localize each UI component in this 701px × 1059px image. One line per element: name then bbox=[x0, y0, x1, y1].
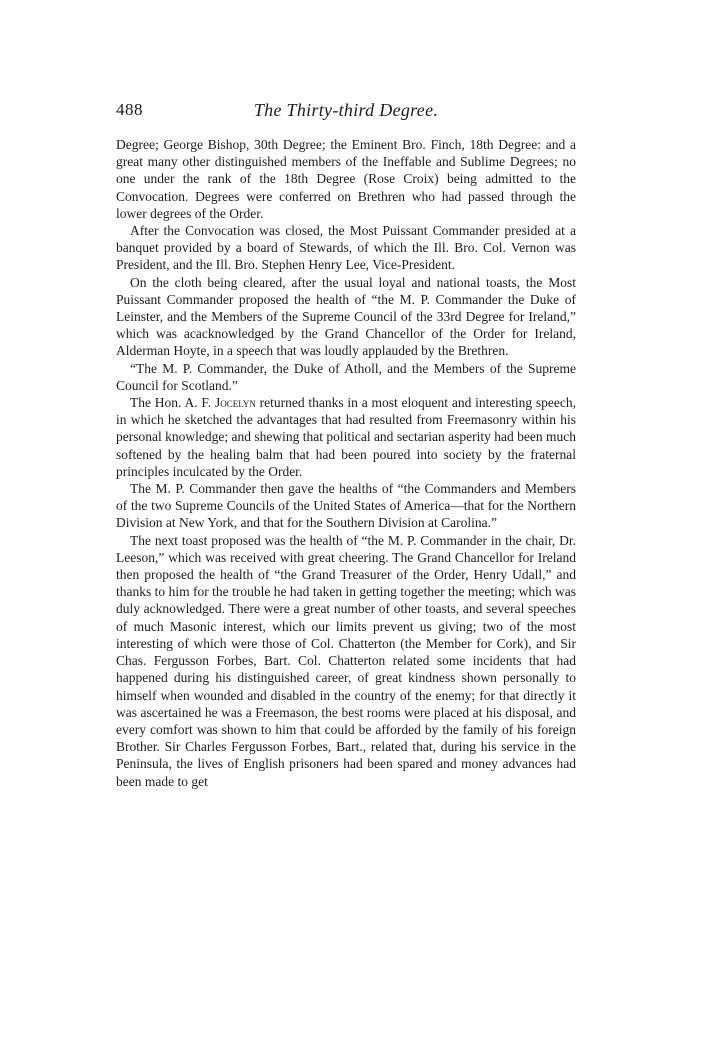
name-smallcaps: Jocelyn bbox=[214, 395, 256, 411]
paragraph bbox=[116, 394, 576, 480]
book-page bbox=[116, 100, 576, 790]
text-segment: The next toast proposed was the health of “the M. P. Commander in the chair, Dr. Leeson,” which was received with great cheering. The Grand Chancellor for Ireland then proposed the health of “the Grand Treasurer of the Order, Henry Udall,” and thanks to him for the trouble he had taken in getting together the meeting; which was duly acknowledged. There were a great number of other toasts, and several speeches of much Masonic interest, which our limits prevent us giving; two of the most interesting of which were those of Col. Chatterton (the Member for Cork), and Sir Chas. Fergusson Forbes, Bart. Col. Chatterton related some incidents that had happened during his distinguished career, of great kindness shown personally to himself when wounded and disabled in the country of the enemy; for that directly it was ascertained he was a Freemason, the best rooms were placed at his disposal, and every comfort was shown to him that could be afforded by the family of his foreign Brother. Sir Charles Fergusson Forbes, Bart., related that, during his service in the Peninsula, the lives of English prisoners had been spared and money advances had been made to get bbox=[116, 532, 576, 789]
paragraph bbox=[116, 222, 576, 274]
text-segment: Degree; George Bishop, 30th Degree; the Eminent Bro. Finch, 18th Degree: and a great many other distinguished members of the Ineffable and Sublime Degrees; no one under the rank of the 18th Degree (Rose Croix) being admitted to the Convocation. Degrees were conferred on Brethren who had passed through the lower degrees of the Order. bbox=[116, 137, 576, 221]
text-segment: The Hon. A. F. bbox=[130, 395, 215, 411]
text-segment: “The M. P. Commander, the Duke of Atholl, and the Members of the Supreme Council for Scotland.” bbox=[116, 360, 576, 393]
text-segment: After the Convocation was closed, the Most Puissant Commander presided at a banquet provided by a board of Stewards, of which the Ill. Bro. Col. Vernon was President, and the Ill. Bro. Stephen Henry Lee, Vice-President. bbox=[116, 223, 576, 273]
page-header bbox=[116, 100, 576, 130]
paragraph bbox=[116, 360, 576, 394]
running-title: The Thirty-third Degree. bbox=[253, 100, 439, 120]
page-number: 488 bbox=[116, 100, 143, 119]
paragraph bbox=[116, 480, 576, 532]
body-text bbox=[116, 136, 576, 790]
text-segment: On the cloth being cleared, after the usual loyal and national toasts, the Most Puissant Commander proposed the health of “the M. P. Commander the Duke of Leinster, and the Members of the Supreme Council of the 33rd Degree for Ireland,” which was acacknowledged by the Grand Chancellor of the Order for Ireland, Alderman Hoyte, in a speech that was loudly applauded by the Brethren. bbox=[116, 274, 576, 359]
paragraph bbox=[116, 532, 576, 790]
text-segment: returned thanks in a most eloquent and interesting speech, in which he sketched the advantages that had resulted from Freemasonry within his personal knowledge; and shewing that political and sectarian asperity had been much softened by the healing balm that had been poured into society by the fraternal principles inculcated by the Order. bbox=[116, 395, 576, 479]
paragraph bbox=[116, 274, 576, 360]
paragraph bbox=[116, 136, 576, 222]
text-segment: The M. P. Commander then gave the healths of “the Commanders and Members of the two Supreme Councils of the United States of America—that for the Northern Division at New York, and that for the Southern Division at Carolina.” bbox=[116, 481, 576, 531]
